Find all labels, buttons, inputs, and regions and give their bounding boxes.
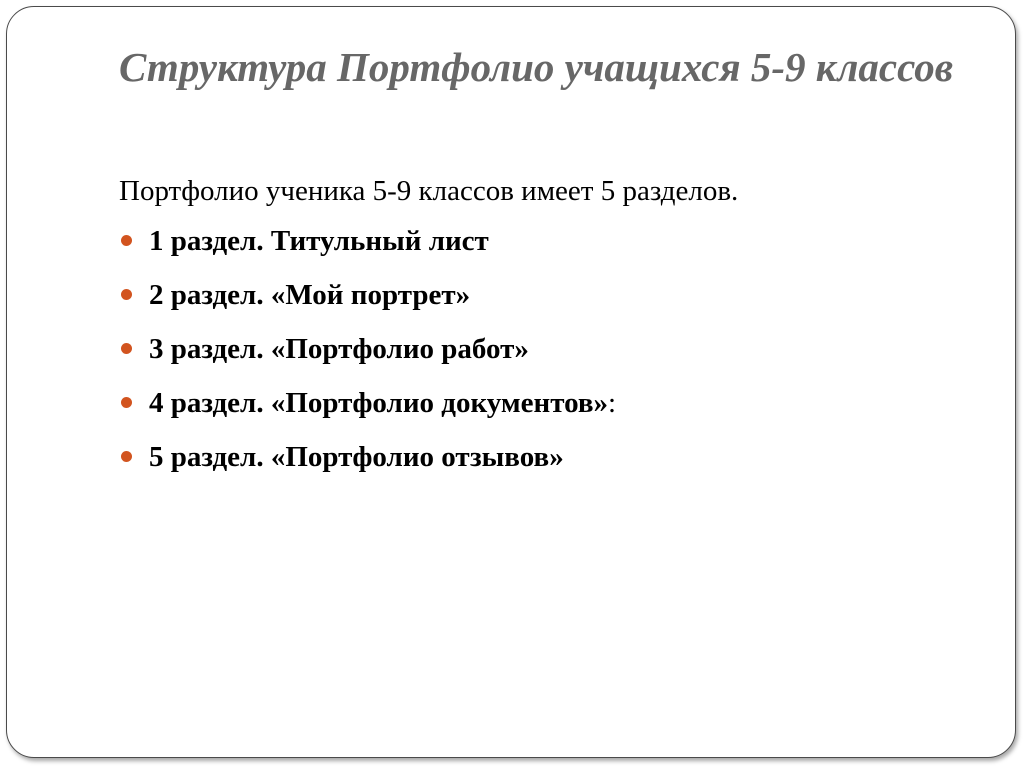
section-suffix: :	[608, 387, 617, 419]
bullet-icon	[121, 289, 132, 300]
section-item-5	[119, 437, 979, 477]
slide-title: Структура Портфолио учащихся 5-9 классов	[119, 44, 954, 90]
section-item-3	[119, 329, 979, 369]
slide-frame	[6, 6, 1016, 758]
slide-content	[119, 171, 979, 491]
section-item-4	[119, 383, 979, 423]
section-label: 4 раздел. «Портфолио документов»	[149, 387, 609, 419]
bullet-icon	[121, 343, 132, 354]
section-label: 1 раздел. Титульный лист	[149, 225, 489, 257]
section-list	[119, 221, 979, 477]
section-label: 3 раздел. «Портфолио работ»	[149, 333, 529, 365]
section-label: 5 раздел. «Портфолио отзывов»	[149, 441, 564, 473]
section-label: 2 раздел. «Мой портрет»	[149, 279, 471, 311]
section-item-2	[119, 275, 979, 315]
section-item-1	[119, 221, 979, 261]
bullet-icon	[121, 235, 132, 246]
intro-text: Портфолио ученика 5-9 классов имеет 5 разделов.	[119, 175, 739, 207]
bullet-icon	[121, 397, 132, 408]
bullet-icon	[121, 451, 132, 462]
